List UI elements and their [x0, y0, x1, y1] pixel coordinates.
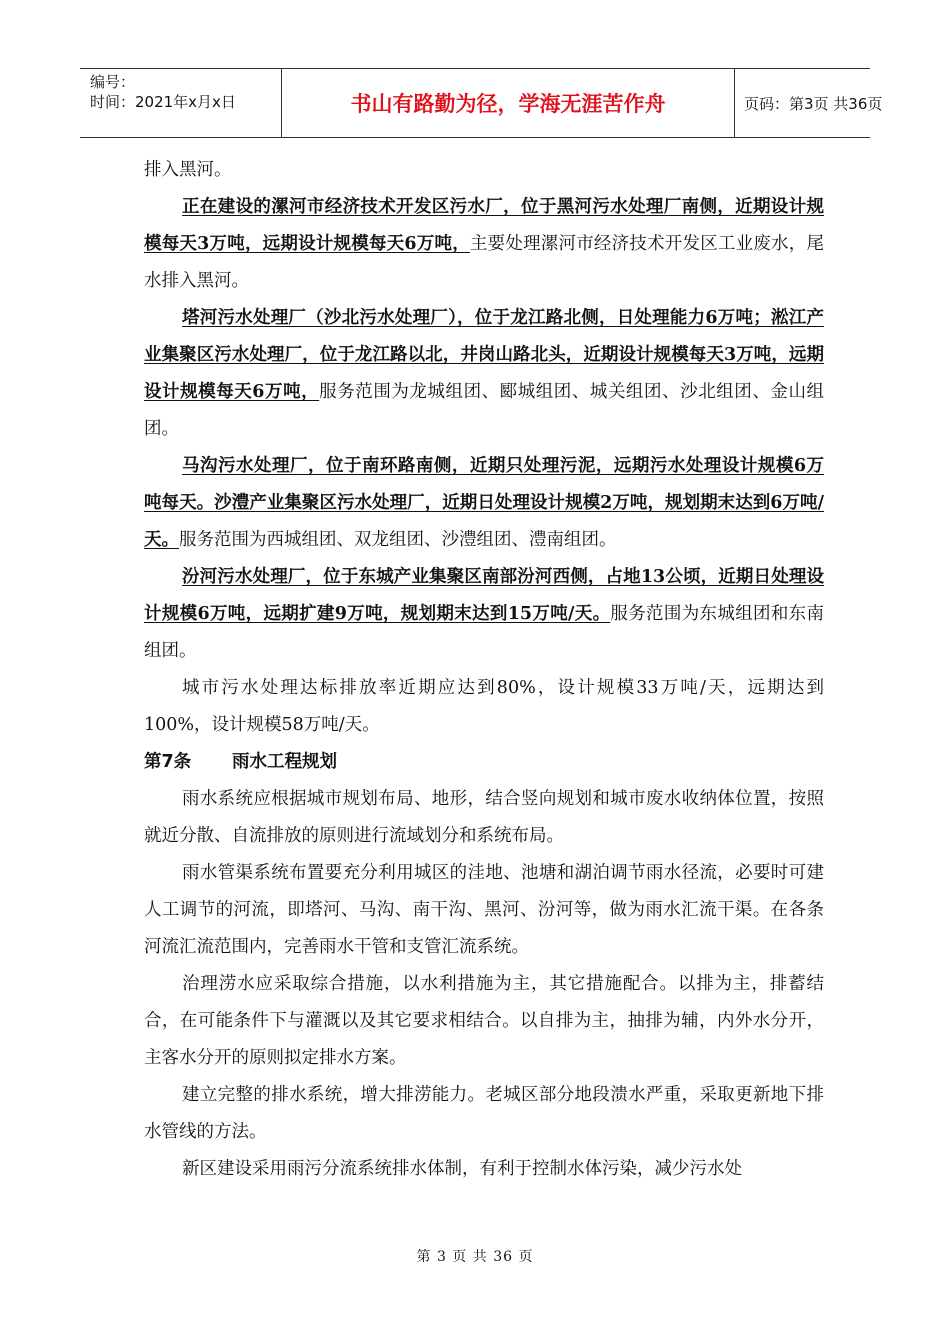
article-title: 雨水工程规划 — [232, 752, 337, 772]
header-time-label: 时间：2021年x月x日 — [90, 93, 236, 111]
page-footer: 第 3 页 共 36 页 — [416, 1249, 534, 1265]
paragraph-text: 服务范围为龙城组团、郾城组团、城关组团、沙北组团、金山组团。 — [144, 382, 824, 439]
paragraph: 雨水管渠系统布置要充分利用城区的洼地、池塘和湖泊调节雨水径流，必要时可建人工调节的河流，即塔河、马沟、南干沟、黑河、汾河等，做为雨水汇流干渠。在各条河流汇流范围内，完善雨水干管和支管汇流系统。 — [144, 863, 824, 957]
paragraph-text: 服务范围为东城组团和东南组团。 — [144, 604, 824, 661]
document-body — [144, 152, 824, 1188]
paragraph: 建立完整的排水系统，增大排涝能力。老城区部分地段溃水严重，采取更新地下排水管线的方法。 — [144, 1085, 824, 1142]
paragraph — [144, 559, 824, 670]
header-meta-cell — [80, 69, 282, 137]
bold-underlined-text: 汾河污水处理厂，位于东城产业集聚区南部汾河西侧，占地13公顷，近期日处理设计规模6万吨，远期扩建9万吨，规划期末达到15万吨/天。 — [144, 567, 824, 624]
paragraph: 新区建设采用雨污分流系统排水体制，有利于控制水体污染，减少污水处 — [182, 1159, 742, 1179]
paragraph — [144, 189, 824, 300]
bold-underlined-text: 塔河污水处理厂（沙北污水处理厂），位于龙江路北侧，日处理能力6万吨；淞江产业集聚区污水处理厂，位于龙江路以北，井岗山路北头，近期设计规模每天3万吨，远期设计规模每天6万吨， — [144, 308, 824, 402]
paragraph: 城市污水处理达标排放率近期应达到80%，设计规模33万吨/天，远期达到100%，设计规模58万吨/天。 — [144, 678, 824, 735]
article-number: 第7条 — [144, 752, 192, 772]
paragraph — [144, 448, 824, 559]
paragraph: 治理涝水应采取综合措施，以水利措施为主，其它措施配合。以排为主，排蓄结合，在可能条件下与灌溉以及其它要求相结合。以自排为主，抽排为辅，内外水分开，主客水分开的原则拟定排水方案。 — [144, 974, 824, 1068]
paragraph-text: 主要处理漯河市经济技术开发区工业废水，尾水排入黑河。 — [144, 234, 824, 291]
paragraph: 雨水系统应根据城市规划布局、地形，结合竖向规划和城市废水收纳体位置，按照就近分散、自流排放的原则进行流域划分和系统布局。 — [144, 789, 824, 846]
bold-underlined-text: 正在建设的漯河市经济技术开发区污水厂，位于黑河污水处理厂南侧，近期设计规模每天3万吨，远期设计规模每天6万吨， — [144, 197, 824, 254]
header-page-label: 页码：第3页 共36页 — [744, 94, 883, 113]
header-motto: 书山有路勤为径，学海无涯苦作舟 — [282, 69, 735, 137]
bold-underlined-text: 马沟污水处理厂，位于南环路南侧，近期只处理污泥，远期污水处理设计规模6万吨每天。沙澧产业集聚区污水处理厂，近期日处理设计规模2万吨，规划期末达到6万吨/天。 — [144, 456, 824, 550]
paragraph-text: 服务范围为西城组团、双龙组团、沙澧组团、澧南组团。 — [179, 530, 617, 550]
paragraph: 排入黑河。 — [144, 160, 232, 180]
document-header — [80, 68, 883, 138]
article-heading — [144, 744, 824, 781]
header-number-label: 编号： — [90, 73, 136, 91]
paragraph — [144, 300, 824, 448]
